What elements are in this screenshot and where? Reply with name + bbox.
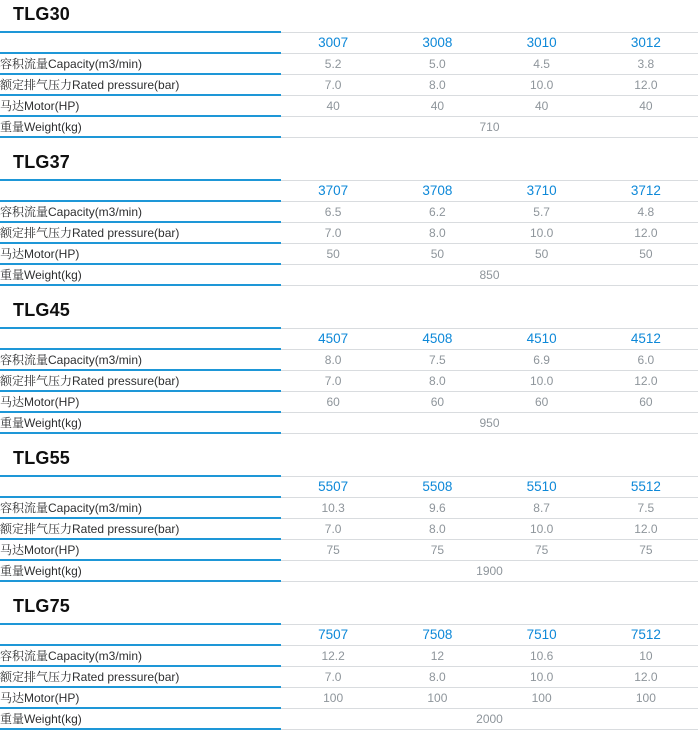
pressure-row-value: 7.0 — [281, 222, 385, 243]
table-row — [0, 328, 698, 349]
pressure-row-label: 额定排气压力Rated pressure(bar) — [0, 74, 281, 95]
pressure-row-label: 额定排气压力Rated pressure(bar) — [0, 222, 281, 243]
model-section-tlg30 — [0, 2, 698, 138]
table-row — [0, 349, 698, 370]
table-row — [0, 476, 698, 497]
weight-row-value: 950 — [281, 412, 698, 433]
motor-row-value: 100 — [385, 687, 489, 708]
weight-row-value: 2000 — [281, 708, 698, 729]
pressure-row-value: 12.0 — [594, 370, 698, 391]
motor-row-label: 马达Motor(HP) — [0, 95, 281, 116]
capacity-row-value: 6.5 — [281, 201, 385, 222]
pressure-row-value: 12.0 — [594, 666, 698, 687]
capacity-row-value: 5.2 — [281, 53, 385, 74]
pressure-row-value: 7.0 — [281, 74, 385, 95]
pressure-row-value: 10.0 — [490, 222, 594, 243]
section-title: TLG45 — [13, 300, 71, 320]
model-number: 5510 — [490, 476, 594, 497]
model-number: 3012 — [594, 32, 698, 53]
capacity-row-value: 9.6 — [385, 497, 489, 518]
pressure-row-label: 额定排气压力Rated pressure(bar) — [0, 666, 281, 687]
spec-table-body — [0, 32, 698, 137]
pressure-row-value: 10.0 — [490, 518, 594, 539]
model-section-tlg37 — [0, 150, 698, 286]
capacity-row-label: 容积流量Capacity(m3/min) — [0, 349, 281, 370]
weight-row-value: 850 — [281, 264, 698, 285]
capacity-row-value: 6.2 — [385, 201, 489, 222]
model-number: 3708 — [385, 180, 489, 201]
pressure-row-value: 12.0 — [594, 518, 698, 539]
capacity-row-value: 10 — [594, 645, 698, 666]
pressure-row-value: 8.0 — [385, 370, 489, 391]
motor-row-label: 马达Motor(HP) — [0, 539, 281, 560]
section-title: TLG37 — [13, 152, 71, 172]
table-row — [0, 180, 698, 201]
capacity-row-label: 容积流量Capacity(m3/min) — [0, 201, 281, 222]
motor-row-value: 60 — [281, 391, 385, 412]
spec-table — [0, 327, 698, 434]
weight-row-label: 重量Weight(kg) — [0, 116, 281, 137]
table-row — [0, 708, 698, 729]
model-section-tlg45 — [0, 298, 698, 434]
table-row — [0, 560, 698, 581]
capacity-row-label: 容积流量Capacity(m3/min) — [0, 497, 281, 518]
weight-row-label: 重量Weight(kg) — [0, 708, 281, 729]
model-row-label-spacer — [0, 624, 281, 645]
table-row — [0, 412, 698, 433]
motor-row-value: 75 — [490, 539, 594, 560]
model-number: 7512 — [594, 624, 698, 645]
motor-row-value: 50 — [594, 243, 698, 264]
model-number: 5512 — [594, 476, 698, 497]
pressure-row-value: 7.0 — [281, 518, 385, 539]
section-title: TLG30 — [13, 4, 71, 24]
motor-row-label: 马达Motor(HP) — [0, 391, 281, 412]
pressure-row-label: 额定排气压力Rated pressure(bar) — [0, 518, 281, 539]
model-row-label-spacer — [0, 328, 281, 349]
motor-row-value: 40 — [490, 95, 594, 116]
motor-row-value: 100 — [490, 687, 594, 708]
table-row — [0, 497, 698, 518]
table-row — [0, 264, 698, 285]
pressure-row-value: 12.0 — [594, 74, 698, 95]
motor-row-value: 75 — [594, 539, 698, 560]
capacity-row-value: 6.9 — [490, 349, 594, 370]
spec-table-body — [0, 476, 698, 581]
table-row — [0, 687, 698, 708]
weight-row-label: 重量Weight(kg) — [0, 264, 281, 285]
capacity-row-value: 8.7 — [490, 497, 594, 518]
model-number: 4507 — [281, 328, 385, 349]
model-number: 4508 — [385, 328, 489, 349]
spec-table-body — [0, 624, 698, 729]
section-title: TLG55 — [13, 448, 71, 468]
motor-row-value: 60 — [490, 391, 594, 412]
spec-table — [0, 475, 698, 582]
motor-row-label: 马达Motor(HP) — [0, 687, 281, 708]
pressure-row-value: 7.0 — [281, 666, 385, 687]
model-number: 7510 — [490, 624, 594, 645]
pressure-row-value: 8.0 — [385, 518, 489, 539]
capacity-row-value: 4.8 — [594, 201, 698, 222]
model-number: 3010 — [490, 32, 594, 53]
table-row — [0, 201, 698, 222]
model-number: 3008 — [385, 32, 489, 53]
capacity-row-value: 5.0 — [385, 53, 489, 74]
table-row — [0, 370, 698, 391]
motor-row-value: 100 — [594, 687, 698, 708]
table-row — [0, 645, 698, 666]
table-row — [0, 95, 698, 116]
model-row-label-spacer — [0, 476, 281, 497]
table-row — [0, 539, 698, 560]
motor-row-label: 马达Motor(HP) — [0, 243, 281, 264]
capacity-row-value: 7.5 — [594, 497, 698, 518]
capacity-row-value: 12 — [385, 645, 489, 666]
motor-row-value: 40 — [385, 95, 489, 116]
model-number: 4510 — [490, 328, 594, 349]
pressure-row-label: 额定排气压力Rated pressure(bar) — [0, 370, 281, 391]
capacity-row-value: 6.0 — [594, 349, 698, 370]
spec-table — [0, 179, 698, 286]
pressure-row-value: 10.0 — [490, 370, 594, 391]
model-number: 3712 — [594, 180, 698, 201]
weight-row-value: 710 — [281, 116, 698, 137]
model-number: 5507 — [281, 476, 385, 497]
spec-table-body — [0, 328, 698, 433]
section-title: TLG75 — [13, 596, 71, 616]
weight-row-label: 重量Weight(kg) — [0, 412, 281, 433]
capacity-row-value: 8.0 — [281, 349, 385, 370]
motor-row-value: 50 — [385, 243, 489, 264]
model-section-tlg55 — [0, 446, 698, 582]
table-row — [0, 32, 698, 53]
pressure-row-value: 8.0 — [385, 222, 489, 243]
capacity-row-value: 7.5 — [385, 349, 489, 370]
model-number: 3710 — [490, 180, 594, 201]
motor-row-value: 60 — [594, 391, 698, 412]
motor-row-value: 60 — [385, 391, 489, 412]
motor-row-value: 40 — [594, 95, 698, 116]
capacity-row-value: 4.5 — [490, 53, 594, 74]
model-row-label-spacer — [0, 32, 281, 53]
table-row — [0, 74, 698, 95]
model-number: 5508 — [385, 476, 489, 497]
capacity-row-label: 容积流量Capacity(m3/min) — [0, 645, 281, 666]
motor-row-value: 75 — [385, 539, 489, 560]
weight-row-label: 重量Weight(kg) — [0, 560, 281, 581]
pressure-row-value: 12.0 — [594, 222, 698, 243]
model-number: 7508 — [385, 624, 489, 645]
model-section-tlg75 — [0, 594, 698, 730]
model-row-label-spacer — [0, 180, 281, 201]
pressure-row-value: 10.0 — [490, 74, 594, 95]
spec-table — [0, 623, 698, 730]
model-number: 7507 — [281, 624, 385, 645]
pressure-row-value: 8.0 — [385, 74, 489, 95]
pressure-row-value: 8.0 — [385, 666, 489, 687]
table-row — [0, 624, 698, 645]
pressure-row-value: 10.0 — [490, 666, 594, 687]
table-row — [0, 391, 698, 412]
spec-table — [0, 31, 698, 138]
weight-row-value: 1900 — [281, 560, 698, 581]
table-row — [0, 666, 698, 687]
capacity-row-value: 3.8 — [594, 53, 698, 74]
table-row — [0, 53, 698, 74]
pressure-row-value: 7.0 — [281, 370, 385, 391]
model-number: 4512 — [594, 328, 698, 349]
capacity-row-value: 10.3 — [281, 497, 385, 518]
motor-row-value: 100 — [281, 687, 385, 708]
motor-row-value: 50 — [490, 243, 594, 264]
model-number: 3707 — [281, 180, 385, 201]
motor-row-value: 75 — [281, 539, 385, 560]
motor-row-value: 40 — [281, 95, 385, 116]
spec-table-body — [0, 180, 698, 285]
table-row — [0, 518, 698, 539]
model-number: 3007 — [281, 32, 385, 53]
motor-row-value: 50 — [281, 243, 385, 264]
table-row — [0, 116, 698, 137]
capacity-row-value: 5.7 — [490, 201, 594, 222]
capacity-row-value: 12.2 — [281, 645, 385, 666]
table-row — [0, 222, 698, 243]
capacity-row-value: 10.6 — [490, 645, 594, 666]
capacity-row-label: 容积流量Capacity(m3/min) — [0, 53, 281, 74]
table-row — [0, 243, 698, 264]
